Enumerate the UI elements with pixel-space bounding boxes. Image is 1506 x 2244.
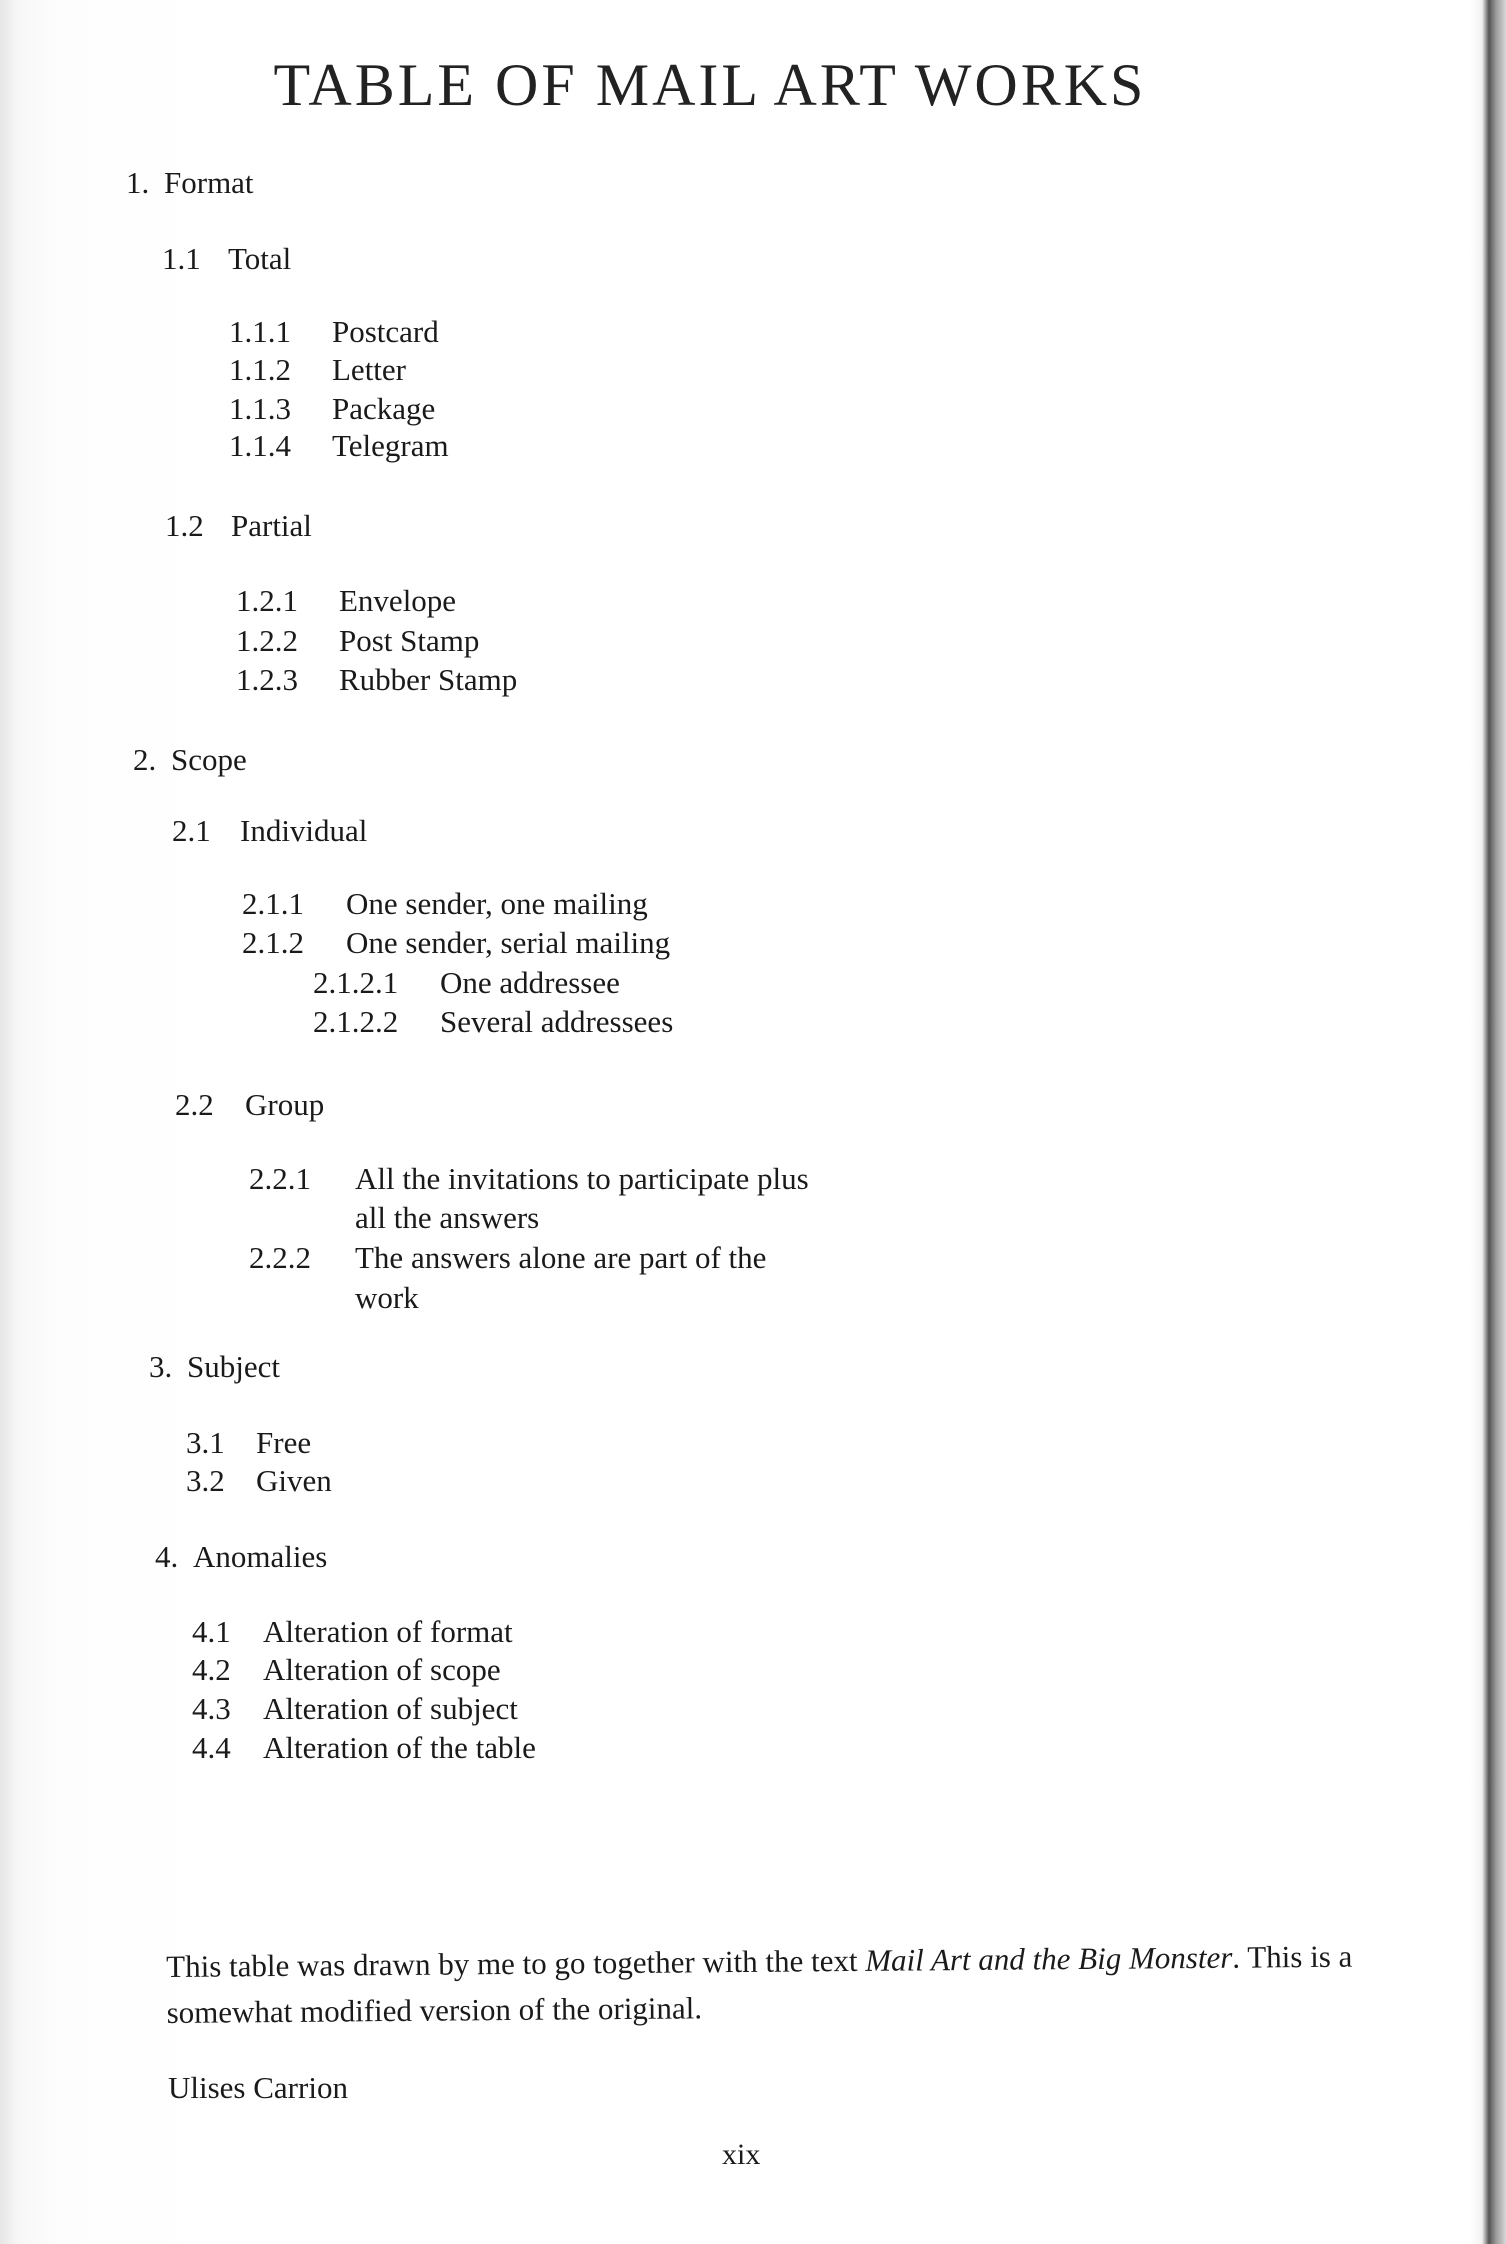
entry-label: Envelope <box>339 583 457 618</box>
footnote <box>166 1933 1397 2036</box>
entry-label: Alteration of subject <box>263 1691 518 1726</box>
entry-label: All the invitations to participate plus <box>355 1161 809 1196</box>
entry-number: 1.1.3 <box>229 391 291 426</box>
entry-label: Postcard <box>332 314 439 349</box>
page-number: xix <box>722 2138 761 2171</box>
entry-number: 1.1 <box>162 241 201 276</box>
entry-number: 2.1.2 <box>242 925 304 960</box>
entry-label: Given <box>256 1463 332 1498</box>
author-signature: Ulises Carrion <box>168 2070 348 2105</box>
entry-label-continuation: all the answers <box>355 1200 540 1235</box>
entry-label: Package <box>332 391 436 426</box>
entry-number: 2.2.2 <box>249 1240 311 1275</box>
entry-label: One sender, one mailing <box>346 886 648 921</box>
entry-number: 1.2 <box>165 508 204 543</box>
entry-number: 1.2.3 <box>236 662 298 697</box>
entry-label: Total <box>228 241 292 276</box>
entry-label: Partial <box>231 508 312 543</box>
entry-number: 1.1.4 <box>229 428 291 463</box>
entry-number: 2.2 <box>175 1087 214 1122</box>
entry-label: Rubber Stamp <box>339 662 518 697</box>
entry-label: One addressee <box>440 965 620 1000</box>
entry-number: 1.1.2 <box>229 352 291 387</box>
entry-label: Several addressees <box>440 1004 674 1039</box>
entry-number: 4.4 <box>192 1730 231 1765</box>
note-text-end: . This is a somewhat modified version of the original. <box>166 1938 1353 2030</box>
entry-label: One sender, serial mailing <box>346 925 671 960</box>
entry-number: 3.2 <box>186 1463 225 1498</box>
entry-number: 4.3 <box>192 1691 231 1726</box>
entry-label: Individual <box>240 813 368 848</box>
entry-number: 1.1.1 <box>229 314 291 349</box>
entry-label: Free <box>256 1425 312 1460</box>
entry-label-continuation: work <box>355 1280 419 1315</box>
note-italic-title: Mail Art and the Big Monster <box>865 1939 1233 1978</box>
entry-label: Alteration of the table <box>263 1730 536 1765</box>
entry-number: 3. <box>149 1349 173 1384</box>
entry-label: Format <box>164 165 254 200</box>
entry-number: 2. <box>133 742 157 777</box>
entry-label: Anomalies <box>193 1539 328 1574</box>
entry-label: Group <box>245 1087 325 1122</box>
page-title: TABLE OF MAIL ART WORKS <box>273 52 1147 118</box>
entry-label: Scope <box>171 742 247 777</box>
note-text: This table was drawn by me to go together with the text <box>166 1942 866 1984</box>
entry-label: Telegram <box>332 428 449 463</box>
entry-number: 2.1.1 <box>242 886 304 921</box>
entry-label: The answers alone are part of the <box>355 1240 767 1275</box>
entry-label: Alteration of scope <box>263 1652 501 1687</box>
entry-number: 2.1.2.2 <box>313 1004 399 1039</box>
entry-label: Alteration of format <box>263 1614 513 1649</box>
entry-number: 1. <box>126 165 150 200</box>
entry-number: 2.2.1 <box>249 1161 311 1196</box>
entry-label: Letter <box>332 352 407 387</box>
entry-number: 2.1 <box>172 813 211 848</box>
entry-number: 2.1.2.1 <box>313 965 399 1000</box>
entry-number: 1.2.1 <box>236 583 298 618</box>
entry-number: 1.2.2 <box>236 623 298 658</box>
entry-label: Post Stamp <box>339 623 480 658</box>
entry-number: 3.1 <box>186 1425 225 1460</box>
entry-number: 4.1 <box>192 1614 231 1649</box>
entry-number: 4.2 <box>192 1652 231 1687</box>
entry-number: 4. <box>155 1539 179 1574</box>
entry-label: Subject <box>187 1349 280 1384</box>
